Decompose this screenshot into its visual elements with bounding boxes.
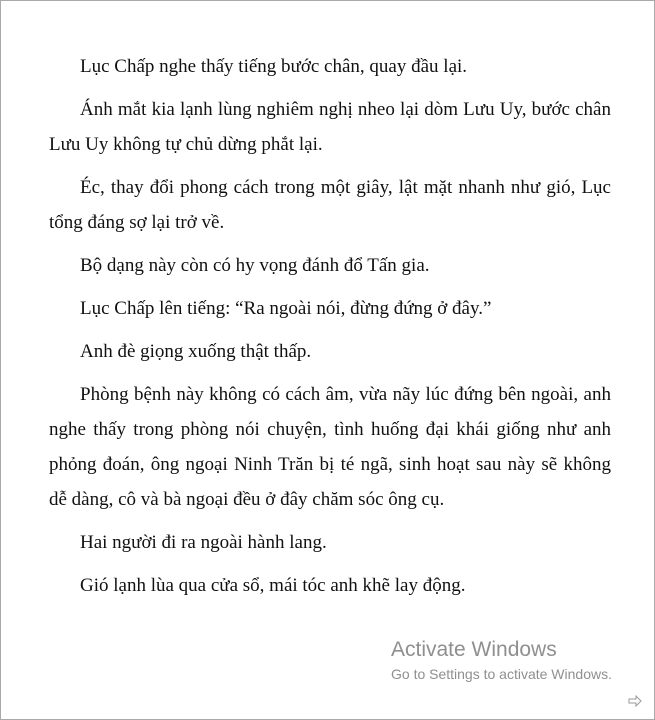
paragraph: Gió lạnh lùa qua cửa sổ, mái tóc anh khẽ lay động. (80, 575, 466, 596)
paragraph: Ánh mắt kia lạnh lùng nghiêm nghị nheo lại dòm Lưu Uy, bước chân Lưu Uy không tự chủ dừng phắt lại. (49, 99, 611, 155)
paragraph: Bộ dạng này còn có hy vọng đánh đổ Tấn gia. (80, 255, 430, 276)
activate-windows-watermark (391, 637, 612, 685)
paragraph: Éc, thay đổi phong cách trong một giây, lật mặt nhanh như gió, Lục tổng đáng sợ lại trở về. (49, 177, 611, 233)
paragraph: Hai người đi ra ngoài hành lang. (80, 532, 327, 553)
paragraph: Lục Chấp lên tiếng: “Ra ngoài nói, đừng đứng ở đây.” (80, 298, 492, 319)
watermark-title: Activate Windows (391, 638, 557, 661)
paragraph: Lục Chấp nghe thấy tiếng bước chân, quay đầu lại. (80, 56, 468, 77)
watermark-subtitle: Go to Settings to activate Windows. (391, 666, 612, 682)
document-body (49, 49, 611, 611)
paragraph: Anh đè giọng xuống thật thấp. (80, 341, 312, 362)
paragraph: Phòng bệnh này không có cách âm, vừa nãy lúc đứng bên ngoài, anh nghe thấy trong phòng nói chuyện, tình huống đại khái giống như anh phỏng đoán, ông ngoại Ninh Trăn bị té ngã, sinh hoạt sau này sẽ không dễ dàng, cô và bà ngoại đều ở đây chăm sóc ông cụ. (49, 384, 611, 510)
resize-arrow-icon-svg (628, 695, 642, 707)
resize-arrow-icon (628, 695, 642, 707)
